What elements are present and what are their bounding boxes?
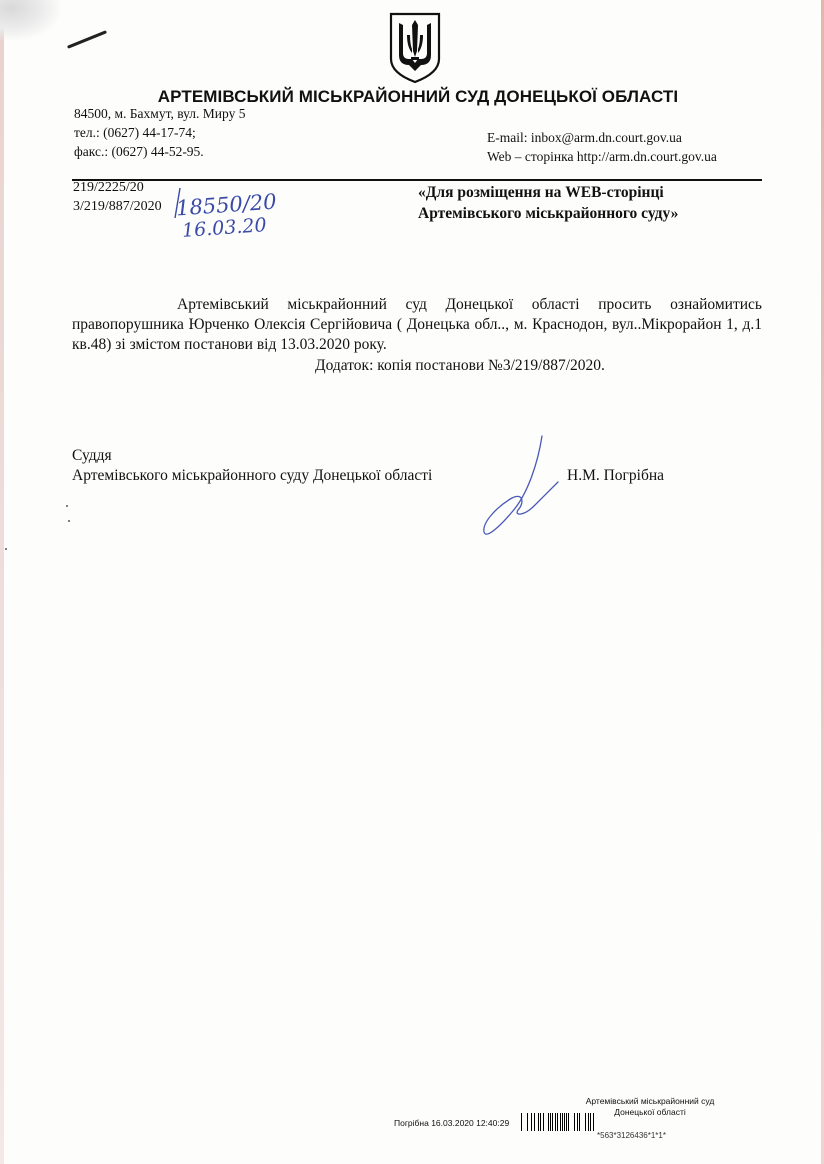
court-website: Web – сторінка http://arm.dn.court.gov.ua [487,149,717,164]
judge-block [72,446,432,486]
paper-left-edge [0,0,4,1164]
trident-emblem-icon [387,11,443,84]
web-publication-note [418,182,678,224]
web-note-line-1: «Для розміщення на WEB-сторінці [418,184,664,201]
court-address: 84500, м. Бахмут, вул. Миру 5 [74,106,246,121]
ink-mark [67,30,107,49]
letter-body [72,295,762,355]
handwritten-registration-date: 16.03.20 [181,214,268,242]
handwritten-stroke [172,186,182,220]
scan-speck [66,505,68,507]
court-phone: тел.: (0627) 44-17-74; [74,125,196,140]
court-email: E-mail: inbox@arm.dn.court.gov.ua [487,130,682,145]
body-paragraph: Артемівський міськрайонний суд Донецької області просить ознайомитись правопорушника Юрченко Олексія Сергійовича ( Донецька обл.., м. Краснодон, вул..Мікрорайон 1, д.1 кв.48) зі змістом постанови від 13.03.2020 року. [72,296,762,353]
scan-speck [5,548,7,550]
registration-barcode [521,1113,595,1131]
stamp-court-line-1: Артемівський міськрайонний суд [585,1096,715,1106]
court-fax: факс.: (0627) 44-52-95. [74,144,204,159]
stamp-signer-datetime: Погрібна 16.03.2020 12:40:29 [394,1118,510,1128]
judge-signature [478,432,568,544]
header-divider [72,179,762,181]
barcode-text: *563*3126436*1*1* [597,1131,666,1140]
judge-title: Суддя [72,447,112,464]
judge-name: Н.М. Погрібна [567,467,665,484]
scan-shadow [0,0,60,40]
judge-court: Артемівського міськрайонного суду Донецької області [72,467,433,484]
court-name-heading: АРТЕМІВСЬКИЙ МІСЬКРАЙОННИЙ СУД ДОНЕЦЬКОЇ ОБЛАСТІ [157,87,679,106]
appendix-line: Додаток: копія постанови №3/219/887/2020. [315,357,605,374]
stamp-court-line-2: Донецької області [614,1107,686,1117]
scan-speck [68,520,70,522]
barcode-bar [594,1113,595,1131]
handwritten-registration-number: 18550/20 [175,189,278,221]
proceeding-number: 3/219/887/2020 [73,199,162,214]
web-note-line-2: Артемівського міськрайонного суду» [418,205,679,222]
case-number: 219/2225/20 [73,180,144,195]
